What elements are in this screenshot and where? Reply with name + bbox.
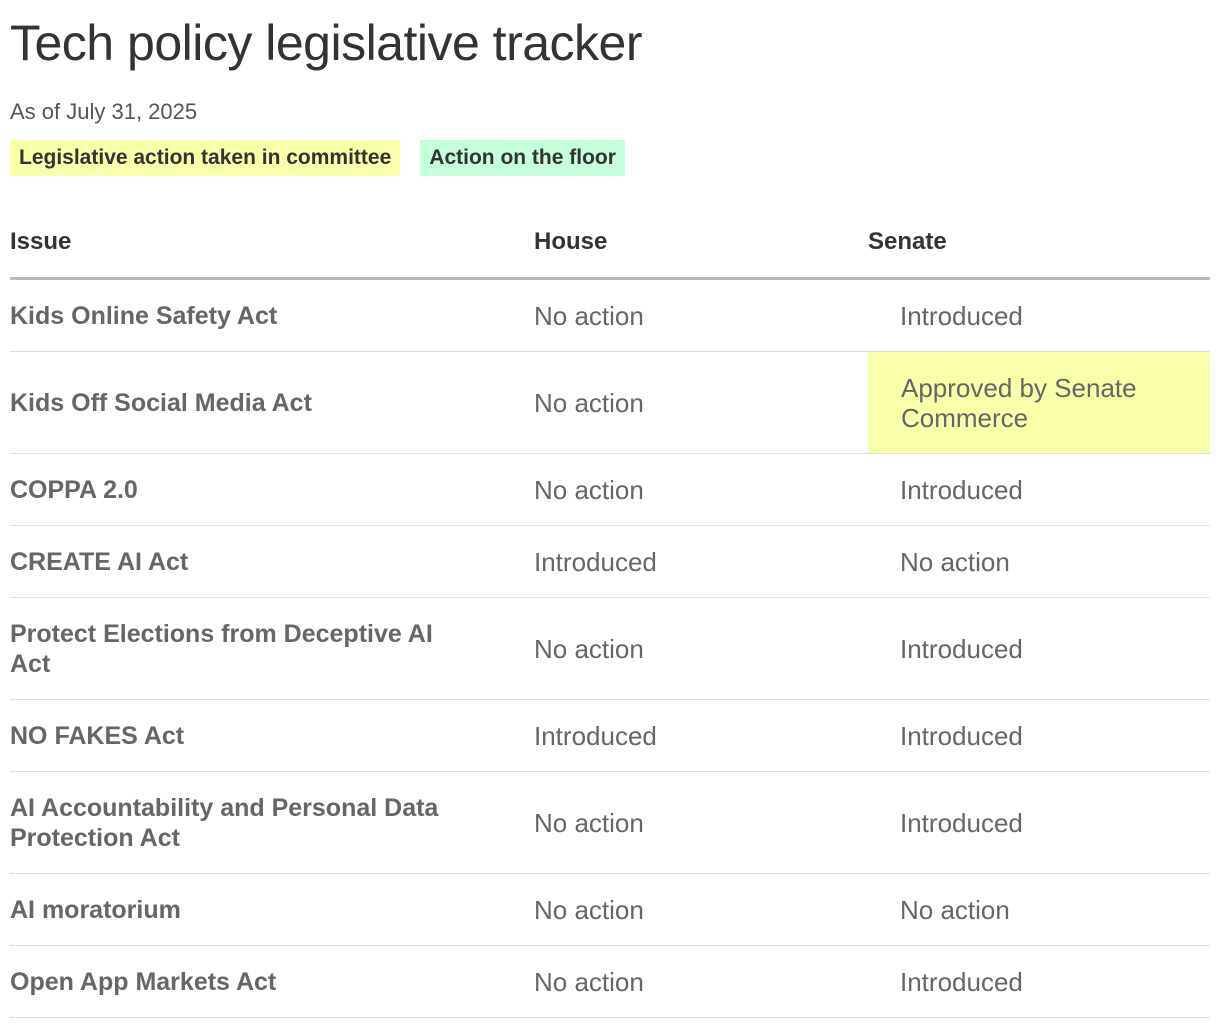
cell-senate: Approved by Senate Commerce	[868, 352, 1210, 453]
cell-house: No action	[534, 387, 644, 418]
cell-issue: Kids Off Social Media Act	[10, 388, 312, 417]
table-header	[10, 210, 1210, 280]
table-row	[10, 454, 1210, 526]
legend	[10, 140, 625, 176]
cell-issue: AI moratorium	[10, 895, 181, 924]
table-row	[10, 352, 1210, 454]
table-row	[10, 280, 1210, 352]
cell-senate: Introduced	[900, 720, 1023, 751]
cell-senate: Introduced	[900, 633, 1023, 664]
legend-committee: Legislative action taken in committee	[10, 140, 400, 176]
cell-senate: No action	[900, 894, 1010, 925]
cell-issue: Open App Markets Act	[10, 967, 277, 996]
table-body	[10, 280, 1210, 1018]
cell-issue: AI Accountability and Personal Data Protection Act	[10, 793, 439, 852]
cell-issue: Protect Elections from Deceptive AI Act	[10, 619, 433, 678]
cell-house: No action	[534, 633, 644, 664]
cell-issue: CREATE AI Act	[10, 547, 189, 576]
header-issue: Issue	[10, 228, 72, 255]
cell-senate: Introduced	[900, 300, 1023, 331]
cell-senate: Introduced	[900, 966, 1023, 997]
table-row	[10, 526, 1210, 598]
cell-issue: NO FAKES Act	[10, 721, 185, 750]
cell-issue: COPPA 2.0	[10, 475, 138, 504]
cell-house: No action	[534, 966, 644, 997]
cell-house: Introduced	[534, 546, 657, 577]
cell-senate: Introduced	[900, 474, 1023, 505]
header-senate: Senate	[868, 228, 947, 255]
table-row	[10, 772, 1210, 874]
legend-floor: Action on the floor	[420, 140, 625, 176]
header-house: House	[534, 228, 608, 255]
cell-house: No action	[534, 300, 644, 331]
table-row	[10, 700, 1210, 772]
chart-subtitle: As of July 31, 2025	[10, 99, 198, 124]
table-row	[10, 598, 1210, 700]
cell-house: No action	[534, 807, 644, 838]
table-row	[10, 946, 1210, 1018]
cell-house: Introduced	[534, 720, 657, 751]
cell-house: No action	[534, 894, 644, 925]
tracker-table	[10, 210, 1210, 1018]
cell-issue: Kids Online Safety Act	[10, 301, 278, 330]
table-row	[10, 874, 1210, 946]
cell-senate: Introduced	[900, 807, 1023, 838]
cell-house: No action	[534, 474, 644, 505]
cell-senate: No action	[900, 546, 1010, 577]
chart-title: Tech policy legislative tracker	[10, 15, 642, 71]
